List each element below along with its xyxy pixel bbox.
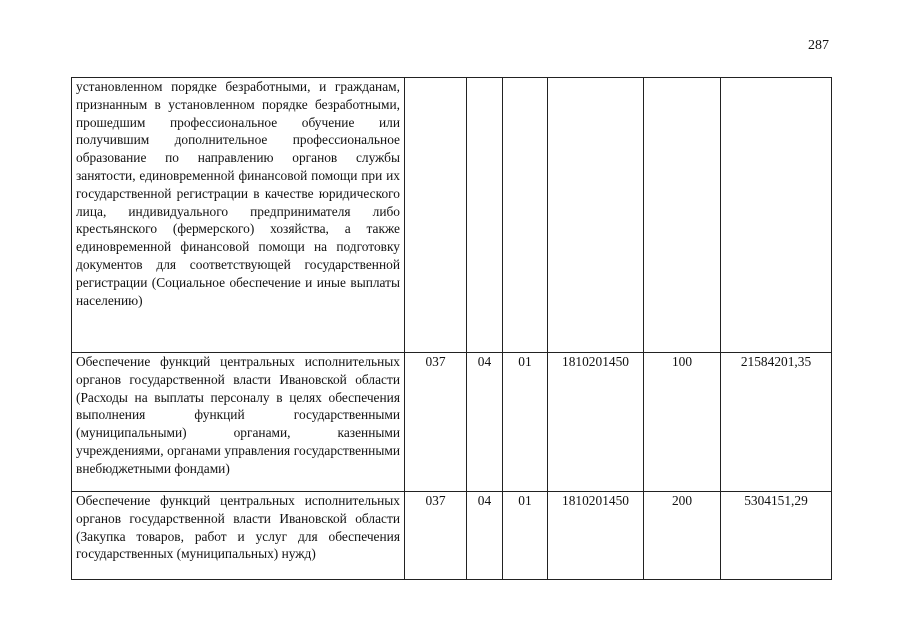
page-number: 287 (808, 38, 829, 53)
budget-table (71, 77, 832, 580)
row-amount: 21584201,35 (721, 353, 832, 492)
row-ministry-code: 037 (405, 353, 467, 492)
row-description: установленном порядке безработными, и гражданам, признанным в установленном порядке безработными, прошедшим профессиональное обучение или получившим дополнительное профессиональное образование по направлению органов службы занятости, единовременной финансовой помощи при их государственной регистрации в качестве юридического лица, индивидуального предпринимателя либо крестьянского (фермерского) хозяйства, а также единовременной финансовой помощи на подготовку документов для соответствующей государственной регистрации (Социальное обеспечение и иные выплаты населению) (72, 78, 405, 353)
row-target-article (548, 78, 644, 353)
row-section-code (467, 78, 503, 353)
row-ministry-code: 037 (405, 492, 467, 580)
table-row (72, 353, 832, 492)
row-amount: 5304151,29 (721, 492, 832, 580)
row-amount (721, 78, 832, 353)
row-section-code: 04 (467, 492, 503, 580)
row-expense-type: 200 (644, 492, 721, 580)
row-ministry-code (405, 78, 467, 353)
table-row (72, 78, 832, 353)
row-target-article: 1810201450 (548, 492, 644, 580)
row-description: Обеспечение функций центральных исполнительных органов государственной власти Ивановской области (Расходы на выплаты персоналу в целях обеспечения выполнения функций государственными (муниципальными) органами, казенными учреждениями, органами управления государственными внебюджетными фондами) (72, 353, 405, 492)
row-expense-type: 100 (644, 353, 721, 492)
row-section-code: 04 (467, 353, 503, 492)
table-row (72, 492, 832, 580)
row-subsection-code: 01 (503, 492, 548, 580)
row-subsection-code: 01 (503, 353, 548, 492)
row-subsection-code (503, 78, 548, 353)
row-target-article: 1810201450 (548, 353, 644, 492)
row-description: Обеспечение функций центральных исполнительных органов государственной власти Ивановской области (Закупка товаров, работ и услуг для обеспечения государственных (муниципальных) нужд) (72, 492, 405, 580)
row-expense-type (644, 78, 721, 353)
